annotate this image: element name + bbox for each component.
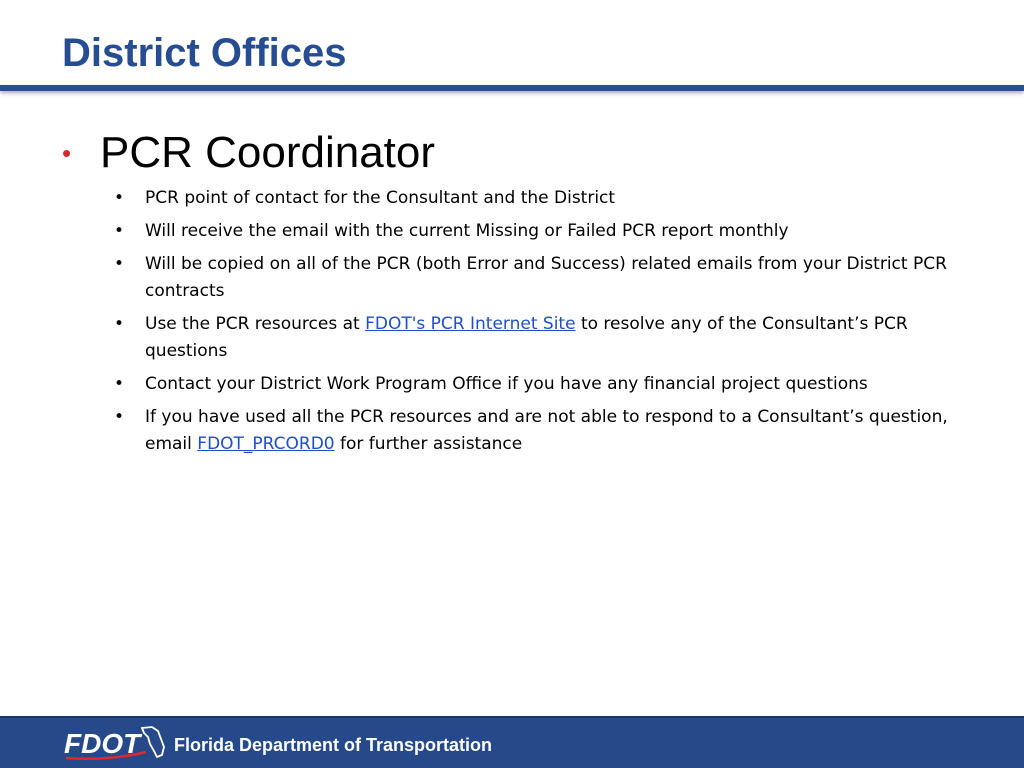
main-bullet [62, 127, 435, 179]
slide-title: District Offices [62, 31, 347, 75]
list-item [112, 218, 992, 245]
list-item [112, 185, 992, 212]
title-divider [0, 85, 1024, 91]
bullet-icon: • [113, 314, 125, 334]
red-bullet-icon: • [62, 138, 72, 168]
bullet-text: to resolve any of the Consultant’s PCR questions [145, 314, 908, 361]
bullet-icon: • [113, 221, 125, 241]
logo-text: FDOT [64, 728, 141, 759]
list-item [112, 311, 992, 365]
list-item [112, 251, 992, 305]
section-heading: PCR Coordinator [100, 128, 436, 177]
pcr-internet-site-link[interactable]: FDOT's PCR Internet Site [365, 314, 576, 334]
bullet-list [112, 185, 992, 464]
bullet-icon: • [113, 254, 125, 274]
footer-org-name: Florida Department of Transportation [174, 735, 493, 755]
bullet-icon: • [113, 188, 125, 208]
footer-bar [0, 716, 1024, 768]
bullet-text: PCR point of contact for the Consultant and the District [145, 188, 616, 208]
bullet-text: Contact your District Work Program Office if you have any financial project questions [145, 374, 868, 394]
fdot-logo [62, 722, 166, 764]
list-item [112, 371, 992, 398]
bullet-text: for further assistance [334, 434, 523, 454]
bullet-text: Will receive the email with the current Missing or Failed PCR report monthly [145, 221, 789, 241]
list-item [112, 404, 992, 458]
bullet-text: Use the PCR resources at [145, 314, 366, 334]
bullet-text: If you have used all the PCR resources and are not able to respond to a Consultant’s question, email [145, 407, 948, 454]
email-link[interactable]: FDOT_PRCORD0 [197, 434, 335, 454]
bullet-text: Will be copied on all of the PCR (both Error and Success) related emails from your District PCR contracts [145, 254, 947, 301]
bullet-icon: • [113, 374, 125, 394]
bullet-icon: • [113, 407, 125, 427]
